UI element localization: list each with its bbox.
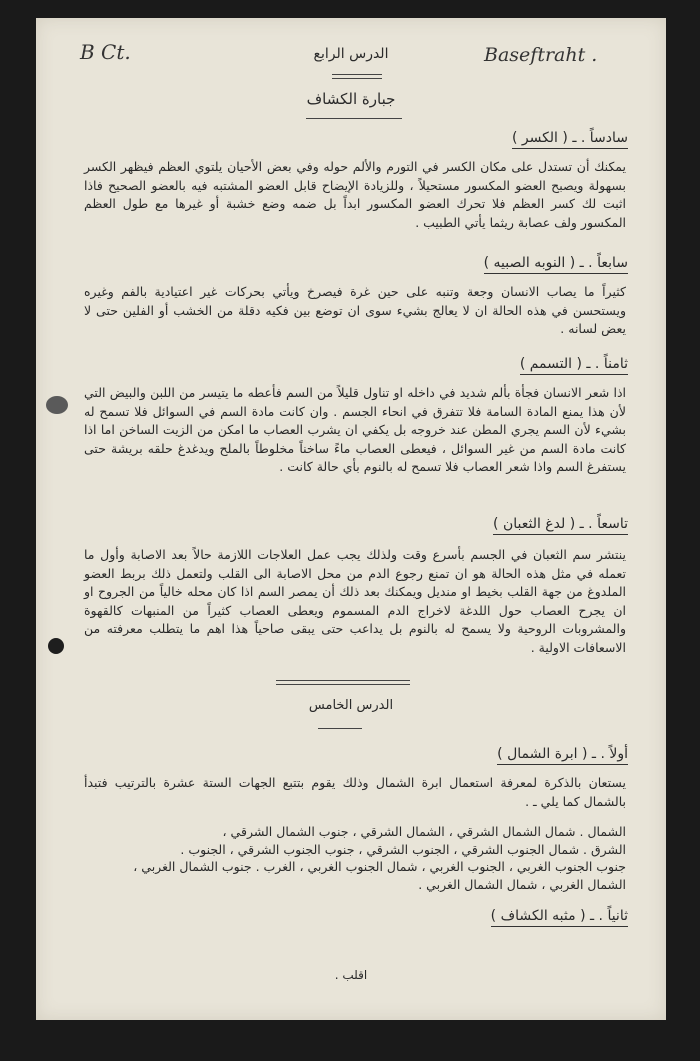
section-text: ينتشر سم الثعبان في الجسم بأسرع وقت ولذلك يجب عمل العلاجات اللازمة حالاً بعد الاصابة وأول ما تعمله في مثل هذه الحالة هو ان تمنع رجوع الدم من محل الاصابة الى القلب ولتعمل ذلك بربط العضو الملدوغ من جهة القلب بخيط او منديل ويمكنك بعد ذلك أن يمصر السم اذا كان محله خالياً من الجروح او ان يجرح العصاب حول اللدغة لاخراج الدم المسموم ويعطى العصاب كثيراً من المنبهات كالقهوة والمشروبات الروحية ولا يسمح له بالنوم بل يداعب حتى يبقى صاحياً هذا اهم ما يتطلب معرفته من الاسعافات الاولية . (84, 547, 626, 655)
section-heading: ثامناً . ـ ( التسمم ) (520, 356, 628, 375)
section-heading: تاسعاً . ـ ( لدغ الثعبان ) (493, 516, 628, 535)
punch-hole (48, 638, 64, 654)
lesson-five-title: الدرس الخامس (308, 698, 394, 713)
section-text: يمكنك أن تستدل على مكان الكسر في التورم والألم حوله وفي بعض الأحيان يلتوي العظم فيظهر الكسر بسهولة ويصبح العضو المكسور مستحيلاً ، وللزيادة الإيضاح قابل العضو المشتبه فيه بالعضو الصحيح فاذا اثبت لك كسر العظم فلا تحرك العضو المكسور ابداً بل ضمه وضع خشبة أو غيرها مع طول العظم المكسور ولف عصابة ريثما يأتي الطبيب . (84, 159, 626, 230)
section-text: كثيراً ما يصاب الانسان وجعة وتنبه على حين غرة فيصرخ ويأتي بحركات غير اعتيادية بالفم وغيره ويستحسن في هذه الحالة ان لا يعالج بشيء سوى ان توضع بين فكيه دقلة من الخشب أو الفلين حتى لا يعض لسانه . (84, 284, 626, 337)
direction-line: الشمال الغربي ، شمال الشمال الغربي . (418, 876, 626, 892)
section-heading: أولاً . ـ ( ابرة الشمال ) (497, 746, 628, 765)
punch-hole (46, 396, 68, 414)
document-page (36, 18, 666, 1020)
lesson-title: الدرس الرابع (313, 46, 389, 62)
continuation-note: اقلب . (334, 968, 368, 982)
direction-line: جنوب الجنوب الغربي ، الجنوب الغربي ، شمال الجنوب الغربي ، الغرب . جنوب الشمال الغربي ، (133, 859, 626, 874)
section-heading: سابعاً . ـ ( النوبه الصبيه ) (484, 255, 628, 274)
directions-list (84, 823, 626, 893)
handwritten-annotation-left: B Ct. (80, 40, 131, 64)
section-text: اذا شعر الانسان فجأة بألم شديد في داخله او تناول قليلاً من السم فأعطه ما يتيسر من اللبن والبيض التي لأن هذا يمنع المادة السامة فلا تتفرق في انحاء الجسم . وان كانت مادة السم في السوائل فلا تسمح له بشيء لأن السم يجري المطن عند خروجه بل يكفي ان يشرب العصاب ما امكن من الزيت الساخن اما اذا كانت مادة السم من غير السوائل ، فيعطى العصاب ماءً ساخناً مخلوطاً بالملح ويدغدغ حلقه بريشة حتى يستفرغ السم واذا شعر العصاب فلا تسمح له بالنوم بأي حالة كانت . (84, 385, 626, 475)
title-underline (306, 118, 402, 119)
direction-line: الشمال . شمال الشمال الشرقي ، الشمال الشرقي ، جنوب الشمال الشرقي ، (222, 824, 626, 839)
title-divider (332, 74, 382, 79)
section-heading: سادساً . ـ ( الكسر ) (512, 130, 628, 149)
direction-line: الشرق . شمال الجنوب الشرقي ، الجنوب الشرقي ، جنوب الجنوب الشرقي ، الجنوب . (180, 841, 626, 857)
lesson-five-underline (318, 728, 362, 729)
main-title: جبارة الكشاف (306, 90, 396, 108)
lesson-divider (276, 680, 410, 685)
section-heading: ثانياً . ـ ( مثبه الكشاف ) (491, 908, 628, 927)
handwritten-annotation-right: Baseftraht . (484, 44, 598, 66)
section-text: يستعان بالذكرة لمعرفة استعمال ابرة الشمال وذلك يقوم بتتبع الجهات الستة عشرة بالترتيب فتبدأ بالشمال كما يلي ـ . (84, 775, 626, 809)
